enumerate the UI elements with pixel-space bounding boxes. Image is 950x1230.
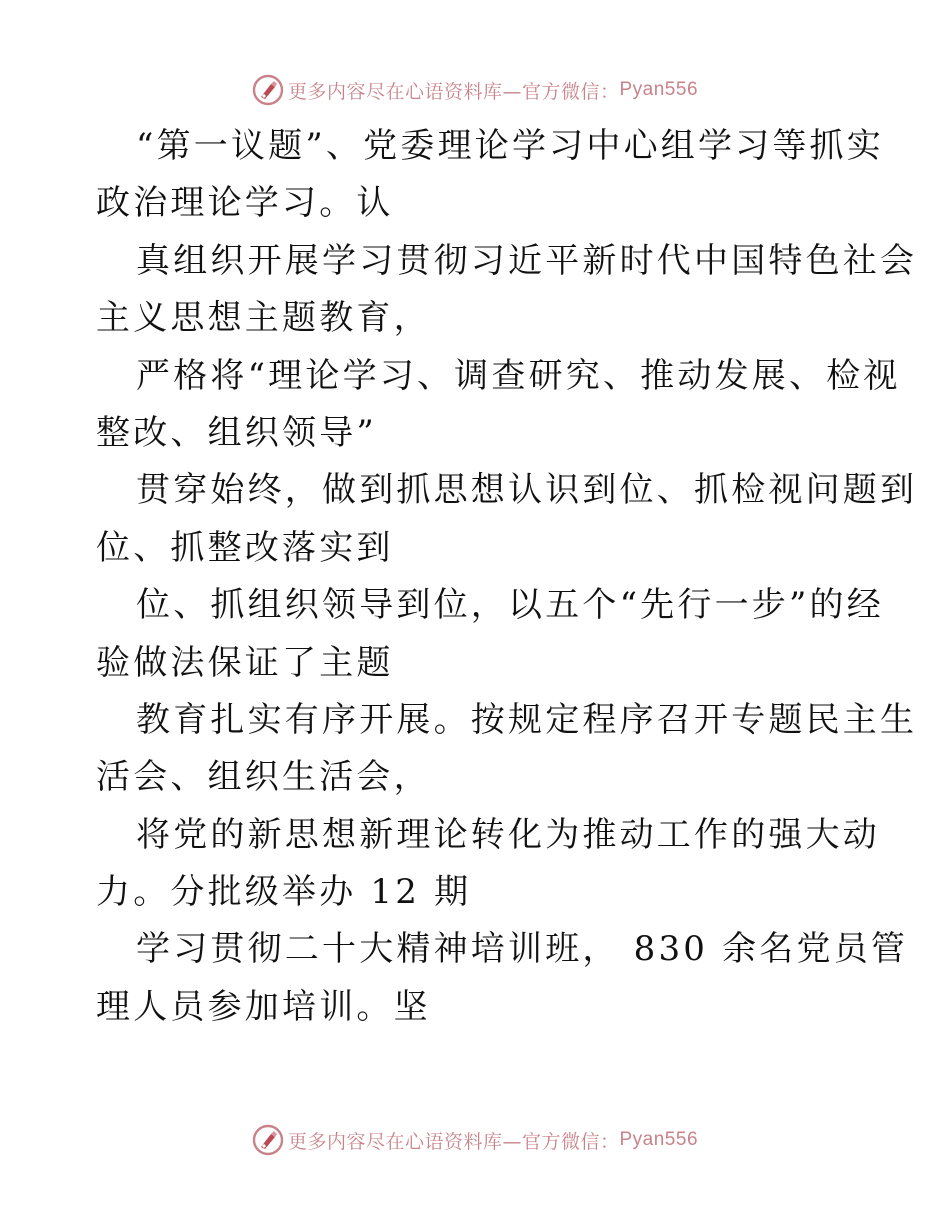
body-line-8: 位、抓整改落实到 — [96, 527, 394, 568]
body-line-11: 教育扎实有序开展。按规定程序召开专题民主生 — [136, 699, 918, 740]
body-line-15: 学习贯彻二十大精神培训班， 830 余名党员管 — [136, 929, 909, 970]
watermark-account: Pyan556 — [619, 79, 699, 100]
header-watermark — [0, 70, 950, 110]
watermark-text: 更多内容尽在心语资料库—官方微信： — [287, 80, 620, 103]
body-line-12: 活会、组织生活会， — [96, 757, 431, 798]
body-line-6: 整改、组织领导” — [96, 412, 377, 453]
watermark-account: Pyan556 — [619, 1129, 699, 1150]
pen-nib-logo-icon — [252, 74, 284, 106]
body-line-4: 主义思想主题教育， — [96, 298, 431, 339]
pen-nib-logo-icon — [252, 1124, 284, 1156]
body-line-16: 理人员参加培训。坚 — [96, 986, 431, 1027]
body-line-1: “第一议题”、党委理论学习中心组学习等抓实 — [136, 126, 884, 166]
footer-watermark — [0, 1120, 950, 1160]
body-line-7: 贯穿始终，做到抓思想认识到位、抓检视问题到 — [136, 470, 918, 511]
document-body — [96, 118, 918, 1036]
body-line-9: 位、抓组织领导到位，以五个“先行一步”的经 — [136, 585, 884, 626]
body-line-10: 验做法保证了主题 — [96, 642, 394, 683]
body-line-2: 政治理论学习。认 — [96, 183, 394, 224]
body-line-5: 严格将“理论学习、调查研究、推动发展、检视 — [136, 355, 901, 396]
body-line-14: 力。分批级举办 12 期 — [96, 872, 472, 913]
body-line-13: 将党的新思想新理论转化为推动工作的强大动 — [136, 814, 880, 855]
watermark-text: 更多内容尽在心语资料库—官方微信： — [287, 1130, 620, 1153]
body-line-3: 真组织开展学习贯彻习近平新时代中国特色社会 — [136, 240, 918, 281]
